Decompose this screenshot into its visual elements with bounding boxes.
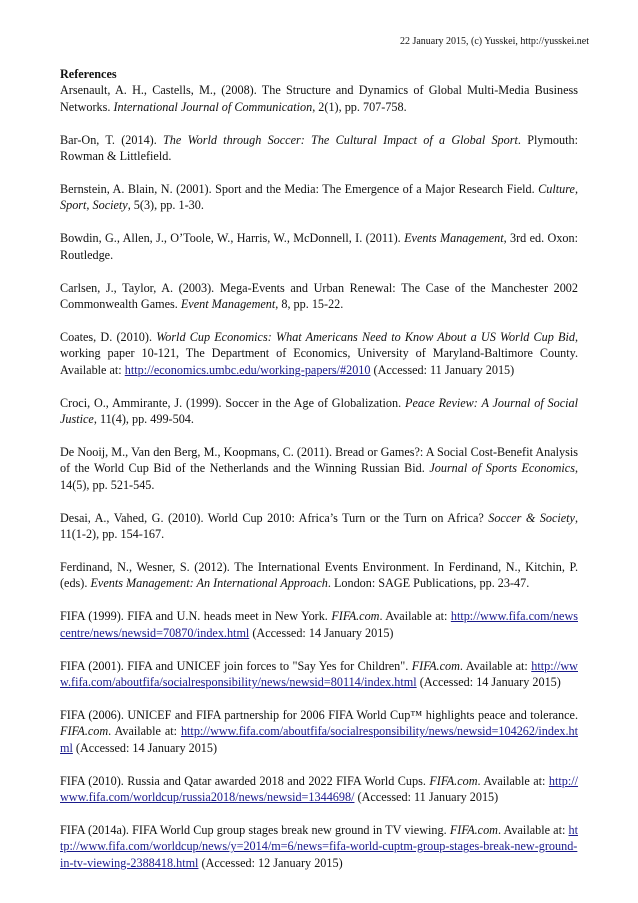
reference-entry xyxy=(60,82,578,115)
reference-text: , 11(1-2), pp. 154-167. xyxy=(60,510,579,542)
reference-text: . Available at: xyxy=(497,823,569,837)
reference-source-title: FIFA.com xyxy=(60,724,109,739)
reference-source-title: Events Management xyxy=(404,231,504,246)
reference-entry xyxy=(60,444,578,493)
reference-entry xyxy=(60,510,578,543)
reference-text: (Accessed: 11 January 2015) xyxy=(354,790,499,805)
references-heading: References xyxy=(60,67,117,81)
reference-text: Ferdinand, N., Wesner, S. (2012). The International Events Environment. In Ferdinand, N., Kitchin, P. (eds). xyxy=(60,560,578,591)
reference-source-title: Journal of Sports Economics xyxy=(429,461,575,476)
reference-text: . Available at: xyxy=(459,658,532,673)
reference-entry xyxy=(60,658,578,691)
reference-text: , working paper 10-121, The Department of Economics, University of Maryland-Baltimore County. Available at: xyxy=(60,329,579,377)
reference-text: FIFA (2014a). FIFA World Cup group stages break new ground in TV viewing. xyxy=(60,823,450,837)
reference-text: . Plymouth: Rowman & Littlefield. xyxy=(60,132,578,164)
reference-entry xyxy=(60,230,578,263)
reference-entry xyxy=(60,773,578,806)
reference-text: , 11(4), pp. 499-504. xyxy=(93,412,194,427)
reference-text: (Accessed: 11 January 2015) xyxy=(370,362,515,377)
reference-text: FIFA (2001). FIFA and UNICEF join forces to "Say Yes for Children". xyxy=(60,658,412,673)
reference-entry xyxy=(60,559,578,592)
reference-text: , 14(5), pp. 521-545. xyxy=(60,461,578,492)
reference-entry xyxy=(60,707,578,756)
reference-source-title: Culture, Sport, Society xyxy=(60,182,578,213)
reference-text: . Available at: xyxy=(379,609,451,624)
reference-text: FIFA (2006). UNICEF and FIFA partnership for 2006 FIFA World Cup™ highlights peace and tolerance. xyxy=(60,707,578,722)
references-section xyxy=(60,66,578,871)
reference-source-title: Events Management: An International Approach xyxy=(90,576,328,591)
reference-text: Croci, O., Ammirante, J. (1999). Soccer in the Age of Globalization. xyxy=(60,395,405,410)
reference-entry xyxy=(60,329,578,378)
reference-text: Desai, A., Vahed, G. (2010). World Cup 2010: Africa’s Turn or the Turn on Africa? xyxy=(60,510,489,525)
reference-text: , 5(3), pp. 1-30. xyxy=(127,198,204,213)
reference-entry xyxy=(60,395,578,428)
reference-source-title: Peace Review: A Journal of Social Justice xyxy=(60,395,578,427)
reference-text: , 8, pp. 15-22. xyxy=(275,297,344,312)
reference-link[interactable]: http://www.fifa.com/worldcup/russia2018/news/newsid=1344698/ xyxy=(60,773,579,805)
reference-link[interactable]: http://www.fifa.com/aboutfifa/socialresponsibility/news/newsid=104262/index.html xyxy=(60,724,578,755)
reference-text: (Accessed: 12 January 2015) xyxy=(198,855,343,870)
reference-text: (Accessed: 14 January 2015) xyxy=(416,675,561,690)
reference-text: Coates, D. (2010). xyxy=(60,329,157,344)
page-header: 22 January 2015, (c) Yusskei, http://yusskei.net xyxy=(399,36,589,47)
reference-source-title: FIFA.com xyxy=(331,609,380,624)
reference-text: . Available at: xyxy=(477,773,549,788)
reference-text: Bernstein, A. Blain, N. (2001). Sport and the Media: The Emergence of a Major Research Field. xyxy=(60,182,539,197)
reference-source-title: FIFA.com xyxy=(411,658,460,673)
reference-text: FIFA (2010). Russia and Qatar awarded 2018 and 2022 FIFA World Cups. xyxy=(60,773,430,788)
reference-text: . Available at: xyxy=(108,724,181,739)
reference-text: . London: SAGE Publications, pp. 23-47. xyxy=(327,576,530,591)
reference-text: De Nooij, M., Van den Berg, M., Koopmans, C. (2011). Bread or Games?: A Social Cost-Benefit Analysis of the World Cup Bid of the Netherlands and the Winning Russian Bid. xyxy=(60,445,578,476)
reference-text: Carlsen, J., Taylor, A. (2003). Mega-Events and Urban Renewal: The Case of the Manchester 2002 Commonwealth Games. xyxy=(60,280,578,312)
reference-source-title: International Journal of Communication xyxy=(113,99,313,114)
reference-text: Arsenault, A. H., Castells, M., (2008). The Structure and Dynamics of Global Multi-Media Business Networks. xyxy=(60,83,578,114)
reference-entry xyxy=(60,608,578,641)
reference-text: Bar-On, T. (2014). xyxy=(60,132,164,147)
reference-text: FIFA (1999). FIFA and U.N. heads meet in New York. xyxy=(60,609,332,624)
reference-source-title: The World through Soccer: The Cultural Impact of a Global Sport xyxy=(163,132,518,147)
reference-link[interactable]: http://www.fifa.com/aboutfifa/socialresponsibility/news/newsid=80114/index.html xyxy=(60,658,578,690)
reference-entry xyxy=(60,280,578,313)
reference-text: Bowdin, G., Allen, J., O’Toole, W., Harris, W., McDonnell, I. (2011). xyxy=(60,231,405,246)
reference-source-title: Event Management xyxy=(180,297,276,312)
reference-text: (Accessed: 14 January 2015) xyxy=(72,740,218,755)
reference-link[interactable]: http://www.fifa.com/worldcup/news/y=2014/m=6/news=fifa-world-cuptm-group-stages-break-new-ground-in-tv-viewing-2388418.html xyxy=(60,823,579,870)
reference-entry xyxy=(60,132,578,165)
reference-text: (Accessed: 14 January 2015) xyxy=(249,625,394,640)
reference-source-title: FIFA.com xyxy=(449,823,498,837)
reference-entry xyxy=(60,181,578,214)
reference-source-title: FIFA.com xyxy=(429,773,478,788)
reference-link[interactable]: http://economics.umbc.edu/working-papers/#2010 xyxy=(124,362,371,377)
reference-source-title: World Cup Economics: What Americans Need to Know About a US World Cup Bid xyxy=(156,329,575,344)
reference-source-title: Soccer & Society xyxy=(488,510,575,525)
reference-list xyxy=(60,82,578,871)
reference-text: , 2(1), pp. 707-758. xyxy=(312,99,407,114)
reference-link[interactable]: http://www.fifa.com/newscentre/news/newsid=70870/index.html xyxy=(60,609,578,640)
reference-entry xyxy=(60,822,578,871)
reference-text: , 3rd ed. Oxon: Routledge. xyxy=(60,231,579,262)
